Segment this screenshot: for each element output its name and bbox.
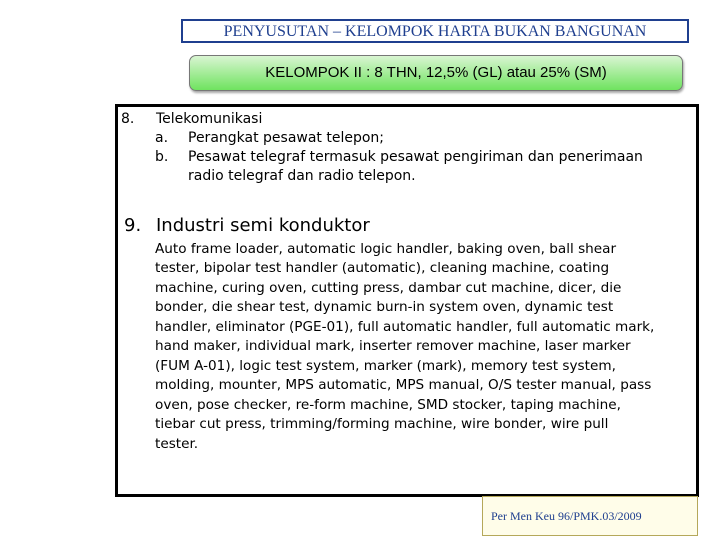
item-9-heading: Industri semi konduktor [156,215,370,236]
item-9-text-line: molding, mounter, MPS automatic, MPS manual, O/S tester manual, pass [155,377,652,393]
item-9-text-line: hand maker, individual mark, inserter remover machine, laser marker [155,338,631,354]
item-9-text-line: tester. [155,436,199,452]
subitem-a-letter: a. [155,130,169,146]
item-9-number: 9. [124,215,142,236]
regulation-reference: Per Men Keu 96/PMK.03/2009 [482,496,698,536]
subitem-b-text-line: Pesawat telegraf termasuk pesawat pengiriman dan penerimaan [188,149,643,165]
item-9-text-line: machine, curing oven, cutting press, dambar cut machine, dicer, die [155,280,622,296]
subitem-b-letter: b. [155,149,169,165]
item-9-text-line: oven, pose checker, re-form machine, SMD stocker, taping machine, [155,397,621,413]
item-8-heading: Telekomunikasi [156,111,263,127]
item-9-text-line: tiebar cut press, trimming/forming machine, wire bonder, wire pull [155,416,609,432]
item-8-number: 8. [121,111,135,127]
page-title: PENYUSUTAN – KELOMPOK HARTA BUKAN BANGUNAN [181,19,689,43]
item-9-text-line: bonder, die shear test, dynamic burn-in system oven, dynamic test [155,299,614,315]
item-9-text-line: tester, bipolar test handler (automatic), cleaning machine, coating [155,260,610,276]
subitem-b-text-line: radio telegraf dan radio telepon. [188,168,416,184]
item-9-text-line: handler, eliminator (PGE-01), full automatic handler, full automatic mark, [155,319,655,335]
item-9-text-line: (FUM A-01), logic test system, marker (mark), memory test system, [155,358,616,374]
item-9-text-line: Auto frame loader, automatic logic handler, baking oven, ball shear [155,241,617,257]
group-label-box: KELOMPOK II : 8 THN, 12,5% (GL) atau 25% (SM) [189,55,683,91]
subitem-a-text: Perangkat pesawat telepon; [188,130,385,146]
